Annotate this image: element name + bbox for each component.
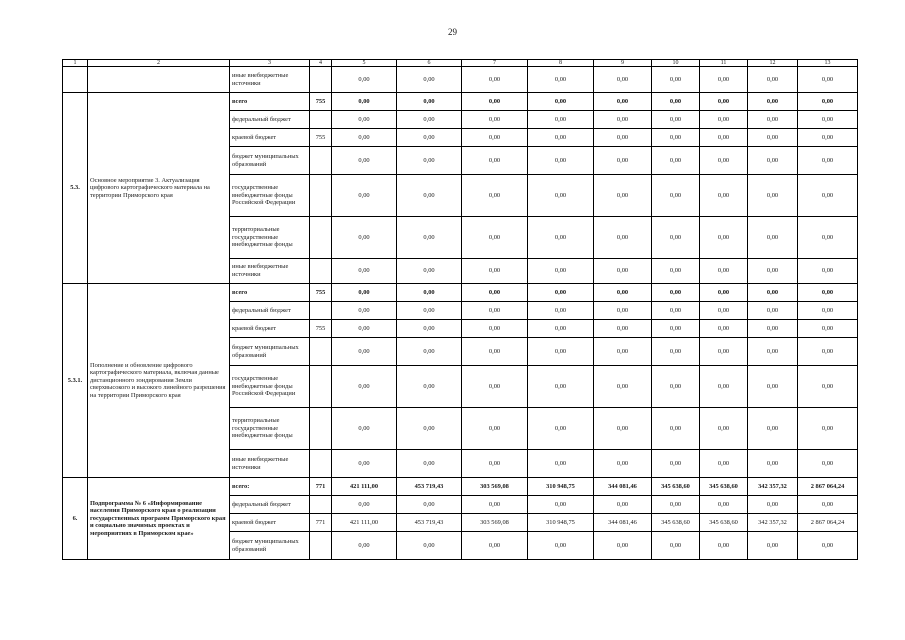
column-number: 12 [748,60,798,67]
amount-cell: 0,00 [652,129,700,147]
amount-cell: 0,00 [332,217,397,259]
amount-cell: 0,00 [700,366,748,408]
amount-cell: 0,00 [462,147,528,175]
funding-source: федеральный бюджет [230,302,310,320]
amount-cell: 0,00 [700,450,748,478]
funding-source: всего: [230,478,310,496]
column-number: 13 [798,60,858,67]
grbs-code: 755 [310,284,332,302]
section-name: Основное мероприятие 3. Актуализация цифрового картографического материала на территории Приморского края [88,93,230,284]
amount-cell: 0,00 [462,217,528,259]
funding-source: бюджет муниципальных образований [230,532,310,560]
amount-cell: 310 948,75 [528,514,594,532]
grbs-code: 755 [310,129,332,147]
amount-cell: 0,00 [528,175,594,217]
amount-cell: 303 569,08 [462,514,528,532]
amount-cell: 342 357,32 [748,514,798,532]
column-number: 4 [310,60,332,67]
amount-cell: 0,00 [528,67,594,93]
section-code [63,67,88,93]
page-number: 29 [448,27,457,37]
amount-cell: 0,00 [594,67,652,93]
amount-cell: 0,00 [397,408,462,450]
amount-cell: 0,00 [798,408,858,450]
amount-cell: 0,00 [652,93,700,111]
funding-source: иные внебюджетные источники [230,259,310,284]
table-row [63,93,858,111]
amount-cell: 0,00 [652,338,700,366]
amount-cell: 0,00 [798,284,858,302]
amount-cell: 0,00 [462,338,528,366]
grbs-code [310,217,332,259]
amount-cell: 345 638,60 [652,514,700,532]
amount-cell: 345 638,60 [700,514,748,532]
amount-cell: 0,00 [700,496,748,514]
amount-cell: 0,00 [700,217,748,259]
amount-cell: 0,00 [528,284,594,302]
amount-cell: 0,00 [332,450,397,478]
amount-cell: 0,00 [798,175,858,217]
amount-cell: 0,00 [397,67,462,93]
amount-cell: 0,00 [528,338,594,366]
amount-cell: 0,00 [397,259,462,284]
amount-cell: 0,00 [528,111,594,129]
amount-cell: 0,00 [798,93,858,111]
amount-cell: 0,00 [332,147,397,175]
amount-cell: 0,00 [332,338,397,366]
amount-cell: 0,00 [594,338,652,366]
amount-cell: 0,00 [652,175,700,217]
funding-source: иные внебюджетные источники [230,67,310,93]
amount-cell: 0,00 [528,320,594,338]
amount-cell: 0,00 [748,284,798,302]
amount-cell: 0,00 [594,284,652,302]
section-name: Подпрограмма № 6 «Информирование населения Приморского края о реализации государственных программ Приморского края и социально значимых проектах и мероприятиях в Приморском крае» [88,478,230,560]
column-number: 1 [63,60,88,67]
amount-cell: 0,00 [798,67,858,93]
amount-cell: 0,00 [652,217,700,259]
funding-source: бюджет муниципальных образований [230,147,310,175]
column-number: 6 [397,60,462,67]
section-name: Пополнение и обновление цифрового картографического материала, включая данные дистанционного зондирования Земли сверхвысокого и высокого линейного разрешения на территории Приморского края [88,284,230,478]
funding-source: федеральный бюджет [230,496,310,514]
amount-cell: 345 638,60 [652,478,700,496]
amount-cell: 0,00 [397,147,462,175]
amount-cell: 0,00 [397,217,462,259]
amount-cell: 0,00 [332,284,397,302]
funding-source: федеральный бюджет [230,111,310,129]
amount-cell: 0,00 [700,338,748,366]
column-number: 10 [652,60,700,67]
amount-cell: 0,00 [528,532,594,560]
grbs-code [310,366,332,408]
amount-cell: 0,00 [748,175,798,217]
amount-cell: 0,00 [594,320,652,338]
amount-cell: 310 948,75 [528,478,594,496]
amount-cell: 0,00 [652,366,700,408]
amount-cell: 0,00 [397,320,462,338]
amount-cell: 0,00 [397,93,462,111]
grbs-code [310,259,332,284]
grbs-code [310,175,332,217]
amount-cell: 0,00 [700,129,748,147]
amount-cell: 0,00 [700,147,748,175]
amount-cell: 0,00 [652,320,700,338]
amount-cell: 0,00 [798,259,858,284]
table-row [63,478,858,496]
amount-cell: 0,00 [528,217,594,259]
amount-cell: 0,00 [700,532,748,560]
amount-cell: 453 719,43 [397,514,462,532]
amount-cell: 0,00 [652,302,700,320]
grbs-code [310,338,332,366]
amount-cell: 0,00 [332,532,397,560]
amount-cell: 0,00 [332,408,397,450]
amount-cell: 0,00 [652,259,700,284]
grbs-code [310,147,332,175]
amount-cell: 0,00 [528,302,594,320]
amount-cell: 0,00 [798,450,858,478]
section-code: 5.3. [63,93,88,284]
amount-cell: 0,00 [652,532,700,560]
amount-cell: 0,00 [397,302,462,320]
amount-cell: 0,00 [798,366,858,408]
funding-source: иные внебюджетные источники [230,450,310,478]
budget-table [62,59,858,560]
amount-cell: 0,00 [397,111,462,129]
amount-cell: 0,00 [594,408,652,450]
amount-cell: 0,00 [594,496,652,514]
grbs-code: 755 [310,320,332,338]
column-number: 7 [462,60,528,67]
column-number: 8 [528,60,594,67]
amount-cell: 0,00 [397,175,462,217]
column-number: 9 [594,60,652,67]
grbs-code [310,496,332,514]
amount-cell: 0,00 [798,217,858,259]
amount-cell: 0,00 [748,111,798,129]
amount-cell: 0,00 [332,496,397,514]
amount-cell: 0,00 [594,217,652,259]
funding-source: государственные внебюджетные фонды Российской Федерации [230,175,310,217]
amount-cell: 0,00 [594,366,652,408]
amount-cell: 0,00 [700,67,748,93]
amount-cell: 0,00 [462,111,528,129]
amount-cell: 0,00 [798,320,858,338]
amount-cell: 0,00 [652,284,700,302]
amount-cell: 0,00 [462,93,528,111]
amount-cell: 0,00 [748,93,798,111]
amount-cell: 0,00 [332,366,397,408]
grbs-code: 771 [310,478,332,496]
amount-cell: 0,00 [332,67,397,93]
column-number-row [63,60,858,67]
table-row [63,284,858,302]
amount-cell: 0,00 [332,93,397,111]
funding-source: краевой бюджет [230,129,310,147]
amount-cell: 0,00 [652,147,700,175]
grbs-code [310,302,332,320]
grbs-code [310,450,332,478]
amount-cell: 0,00 [462,320,528,338]
amount-cell: 0,00 [397,496,462,514]
amount-cell: 0,00 [748,302,798,320]
amount-cell: 0,00 [462,129,528,147]
amount-cell: 0,00 [748,259,798,284]
amount-cell: 453 719,43 [397,478,462,496]
amount-cell: 342 357,32 [748,478,798,496]
amount-cell: 0,00 [462,366,528,408]
amount-cell: 0,00 [594,129,652,147]
amount-cell: 421 111,00 [332,478,397,496]
amount-cell: 0,00 [748,366,798,408]
amount-cell: 0,00 [462,532,528,560]
amount-cell: 0,00 [798,302,858,320]
column-number: 2 [88,60,230,67]
amount-cell: 0,00 [798,496,858,514]
amount-cell: 0,00 [462,496,528,514]
grbs-code: 755 [310,93,332,111]
amount-cell: 0,00 [748,450,798,478]
amount-cell: 0,00 [798,338,858,366]
amount-cell: 0,00 [528,93,594,111]
amount-cell: 0,00 [700,302,748,320]
amount-cell: 0,00 [332,129,397,147]
section-code: 5.3.1. [63,284,88,478]
amount-cell: 2 867 064,24 [798,478,858,496]
funding-source: краевой бюджет [230,514,310,532]
amount-cell: 0,00 [462,408,528,450]
amount-cell: 0,00 [748,217,798,259]
amount-cell: 0,00 [594,532,652,560]
amount-cell: 0,00 [397,450,462,478]
amount-cell: 0,00 [798,129,858,147]
funding-source: всего [230,93,310,111]
amount-cell: 344 081,46 [594,514,652,532]
funding-source: всего [230,284,310,302]
amount-cell: 0,00 [397,284,462,302]
grbs-code [310,67,332,93]
amount-cell: 0,00 [652,408,700,450]
amount-cell: 0,00 [397,532,462,560]
funding-source: территориальные государственные внебюджетные фонды [230,408,310,450]
amount-cell: 0,00 [798,532,858,560]
amount-cell: 0,00 [594,93,652,111]
amount-cell: 0,00 [652,450,700,478]
grbs-code [310,111,332,129]
column-number: 5 [332,60,397,67]
column-number: 11 [700,60,748,67]
grbs-code: 771 [310,514,332,532]
amount-cell: 344 081,46 [594,478,652,496]
amount-cell: 0,00 [700,259,748,284]
funding-source: государственные внебюджетные фонды Российской Федерации [230,366,310,408]
amount-cell: 0,00 [748,320,798,338]
amount-cell: 0,00 [700,111,748,129]
amount-cell: 0,00 [397,338,462,366]
amount-cell: 0,00 [528,450,594,478]
amount-cell: 303 569,08 [462,478,528,496]
amount-cell: 0,00 [332,259,397,284]
grbs-code [310,408,332,450]
amount-cell: 0,00 [332,175,397,217]
amount-cell: 0,00 [748,67,798,93]
table-row [63,67,858,93]
amount-cell: 0,00 [748,496,798,514]
amount-cell: 0,00 [798,111,858,129]
amount-cell: 0,00 [332,111,397,129]
amount-cell: 0,00 [462,450,528,478]
amount-cell: 0,00 [397,366,462,408]
amount-cell: 0,00 [528,366,594,408]
amount-cell: 0,00 [594,259,652,284]
amount-cell: 0,00 [700,175,748,217]
column-number: 3 [230,60,310,67]
grbs-code [310,532,332,560]
amount-cell: 0,00 [462,259,528,284]
amount-cell: 0,00 [652,67,700,93]
funding-source: бюджет муниципальных образований [230,338,310,366]
amount-cell: 0,00 [700,320,748,338]
amount-cell: 0,00 [594,302,652,320]
amount-cell: 0,00 [594,450,652,478]
amount-cell: 0,00 [528,129,594,147]
table-body [63,60,858,560]
amount-cell: 421 111,00 [332,514,397,532]
amount-cell: 0,00 [700,408,748,450]
amount-cell: 0,00 [594,111,652,129]
section-code: 6. [63,478,88,560]
amount-cell: 0,00 [332,302,397,320]
amount-cell: 0,00 [397,129,462,147]
funding-source: территориальные государственные внебюджетные фонды [230,217,310,259]
amount-cell: 0,00 [748,147,798,175]
amount-cell: 0,00 [462,284,528,302]
amount-cell: 0,00 [748,338,798,366]
amount-cell: 0,00 [748,129,798,147]
amount-cell: 2 867 064,24 [798,514,858,532]
amount-cell: 0,00 [594,175,652,217]
amount-cell: 0,00 [462,175,528,217]
section-name [88,67,230,93]
amount-cell: 0,00 [748,532,798,560]
amount-cell: 0,00 [652,111,700,129]
amount-cell: 0,00 [332,320,397,338]
amount-cell: 0,00 [594,147,652,175]
amount-cell: 345 638,60 [700,478,748,496]
amount-cell: 0,00 [462,67,528,93]
amount-cell: 0,00 [462,302,528,320]
amount-cell: 0,00 [652,496,700,514]
amount-cell: 0,00 [700,93,748,111]
amount-cell: 0,00 [528,408,594,450]
amount-cell: 0,00 [748,408,798,450]
amount-cell: 0,00 [528,147,594,175]
amount-cell: 0,00 [798,147,858,175]
funding-source: краевой бюджет [230,320,310,338]
amount-cell: 0,00 [528,259,594,284]
amount-cell: 0,00 [700,284,748,302]
amount-cell: 0,00 [528,496,594,514]
